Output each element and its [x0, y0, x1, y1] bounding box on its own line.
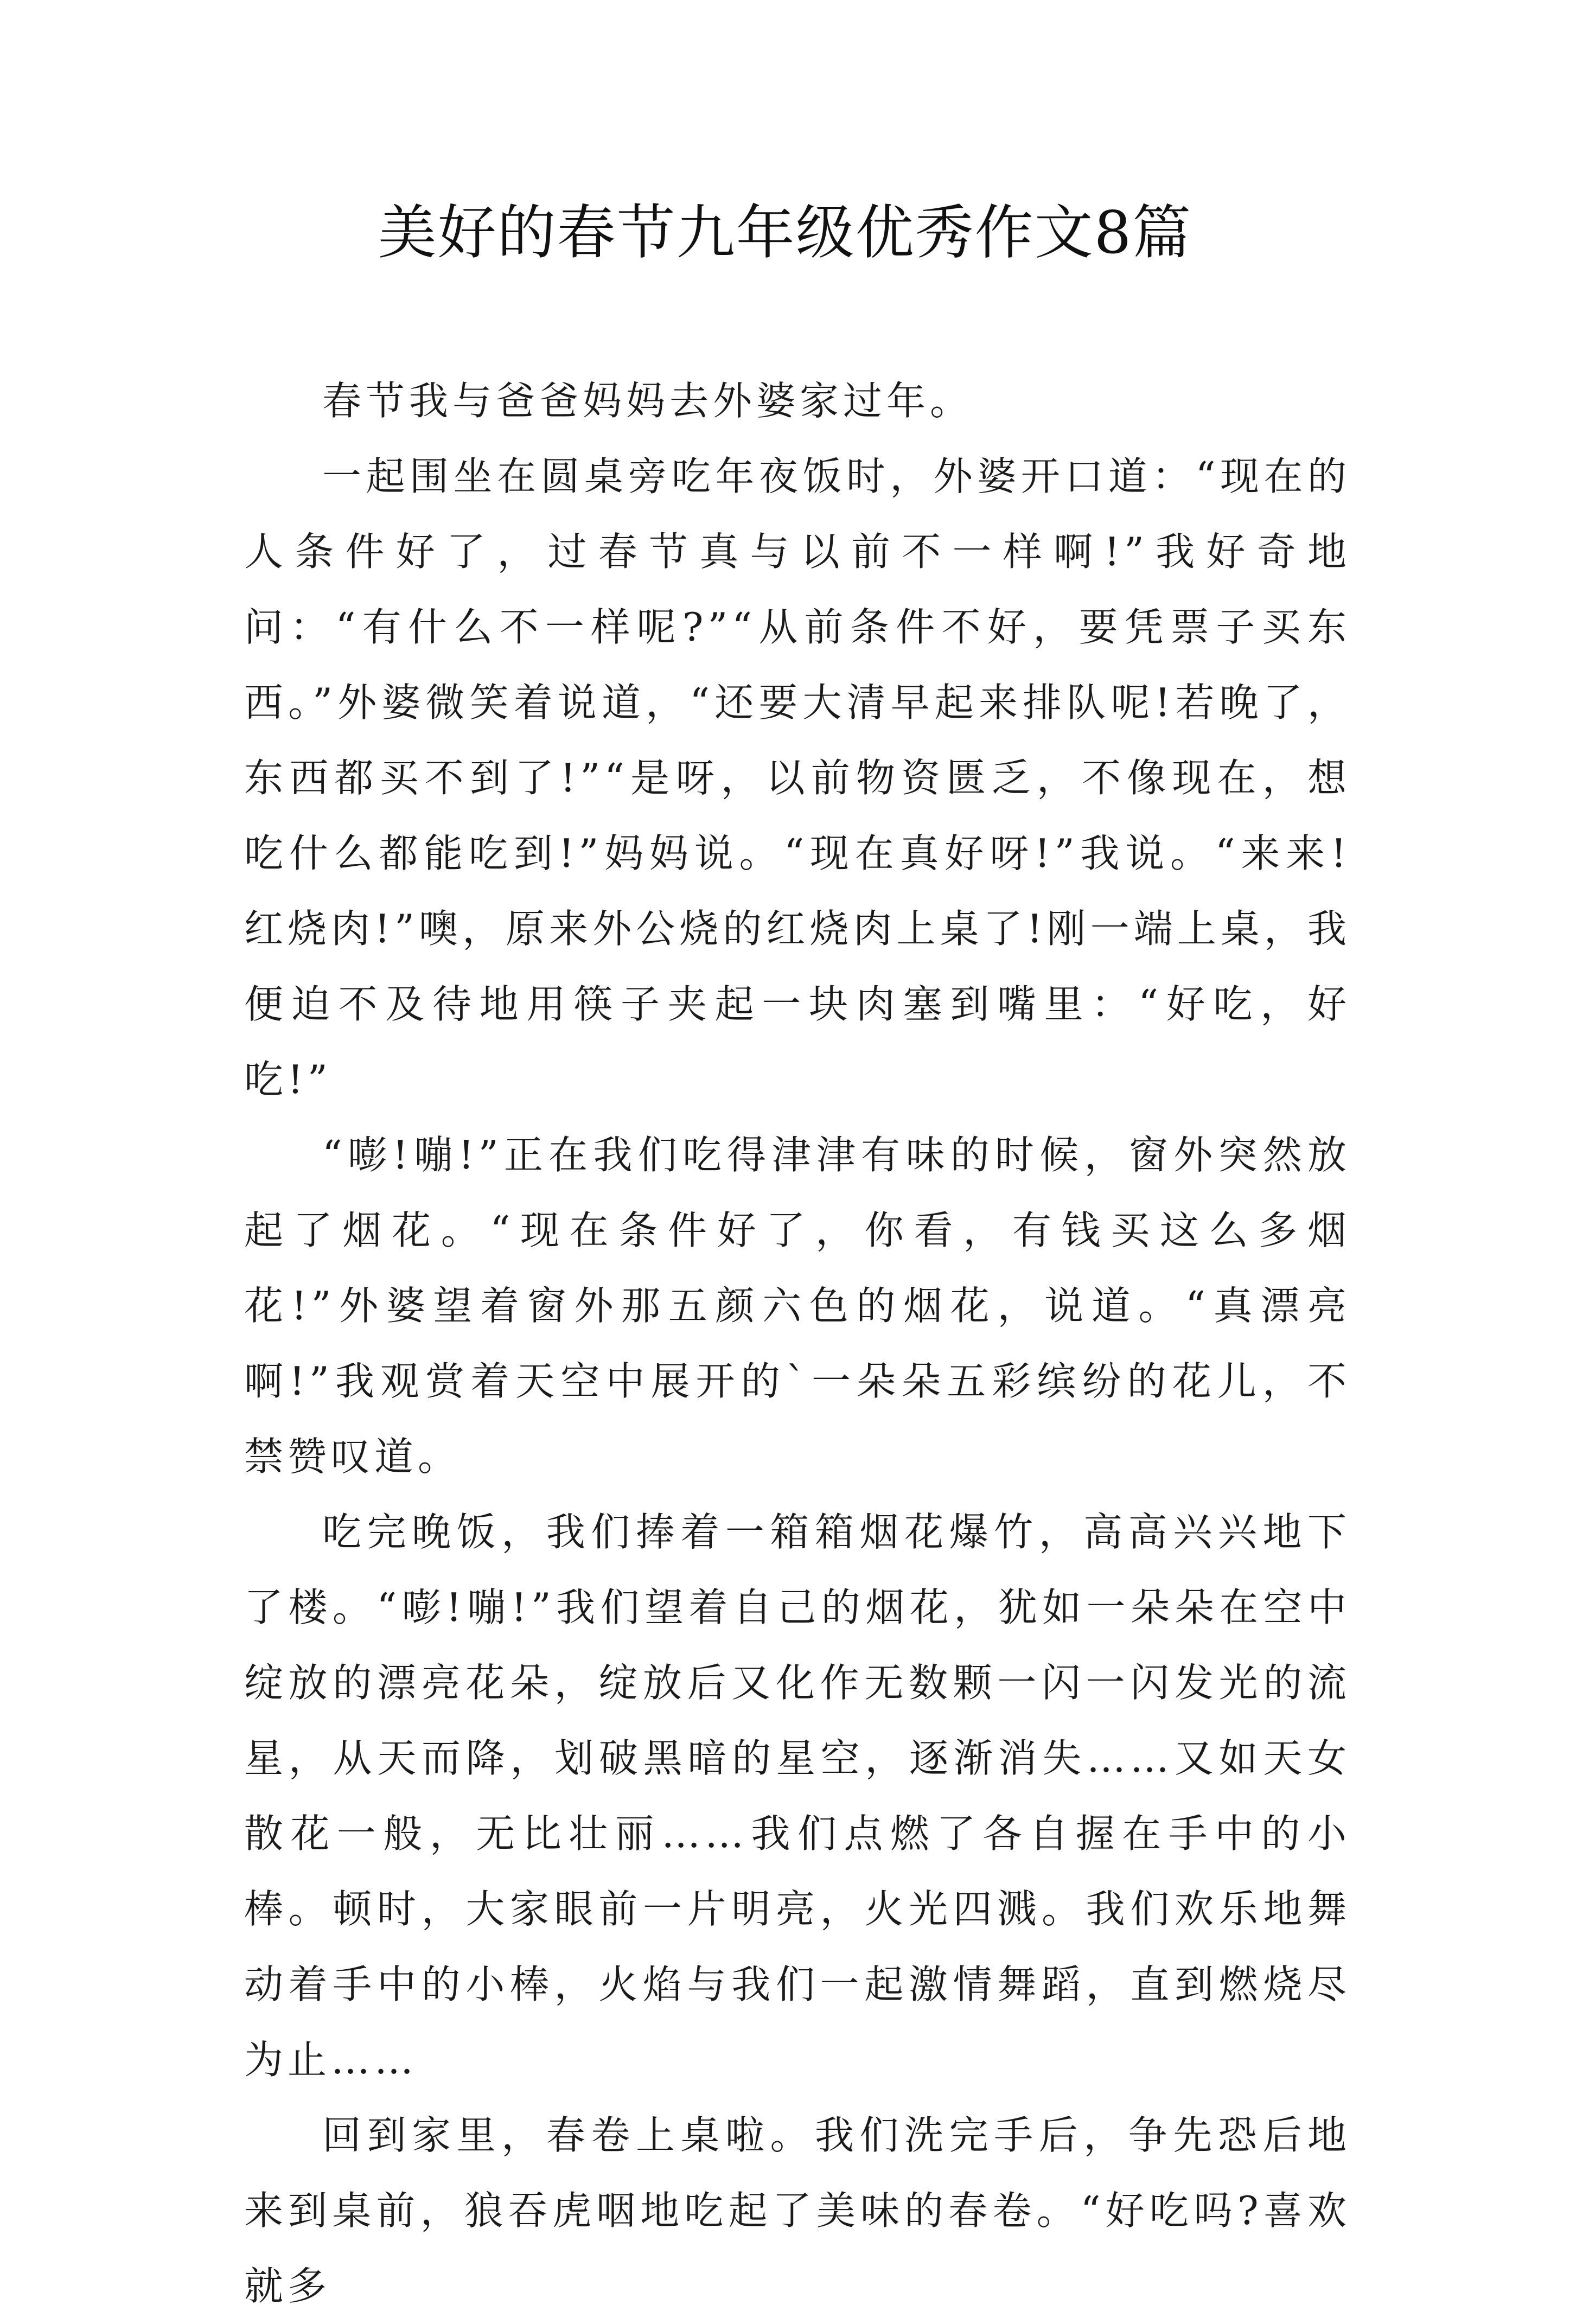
document-title: 美好的春节九年级优秀作文8篇 [378, 199, 1192, 267]
paragraph: 一起围坐在圆桌旁吃年夜饭时，外婆开口道：“现在的人条件好了，过春节真与以前不一样啊!”我好奇地问：“有什么不一样呢?”“从前条件不好，要凭票子买东西。”外婆微笑着说道，“还要大清早起来排队呢!若晚了，东西都买不到了!”“是呀，以前物资匮乏，不像现在，想吃什么都能吃到!”妈妈说。“现在真好呀!”我说。“来来!红烧肉!”噢，原来外公烧的红烧肉上桌了!刚一端上桌，我便迫不及待地用筷子夹起一块肉塞到嘴里：“好吃，好吃!” [244, 454, 1351, 1102]
paragraph: 回到家里，春卷上桌啦。我们洗完手后，争先恐后地来到桌前，狼吞虎咽地吃起了美味的春卷。“好吃吗?喜欢就多 [244, 2112, 1351, 2309]
paragraph: “嘭!嘣!”正在我们吃得津津有味的时候，窗外突然放起了烟花。“现在条件好了，你看，有钱买这么多烟花!”外婆望着窗外那五颜六色的烟花，说道。“真漂亮啊!”我观赏着天空中展开的`一朵朵五彩缤纷的花儿，不禁赞叹道。 [244, 1132, 1351, 1479]
document-body [244, 363, 1351, 2324]
paragraph: 春节我与爸爸妈妈去外婆家过年。 [322, 378, 974, 424]
paragraph: 吃完晚饭，我们捧着一箱箱烟花爆竹，高高兴兴地下了楼。“嘭!嘣!”我们望着自己的烟花，犹如一朵朵在空中绽放的漂亮花朵，绽放后又化作无数颗一闪一闪发光的流星，从天而降，划破黑暗的星空，逐渐消失……又如天女散花一般，无比壮丽……我们点燃了各自握在手中的小棒。顿时，大家眼前一片明亮，火光四溅。我们欢乐地舞动着手中的小棒，火焰与我们一起激情舞蹈，直到燃烧尽为止…… [244, 1509, 1351, 2083]
